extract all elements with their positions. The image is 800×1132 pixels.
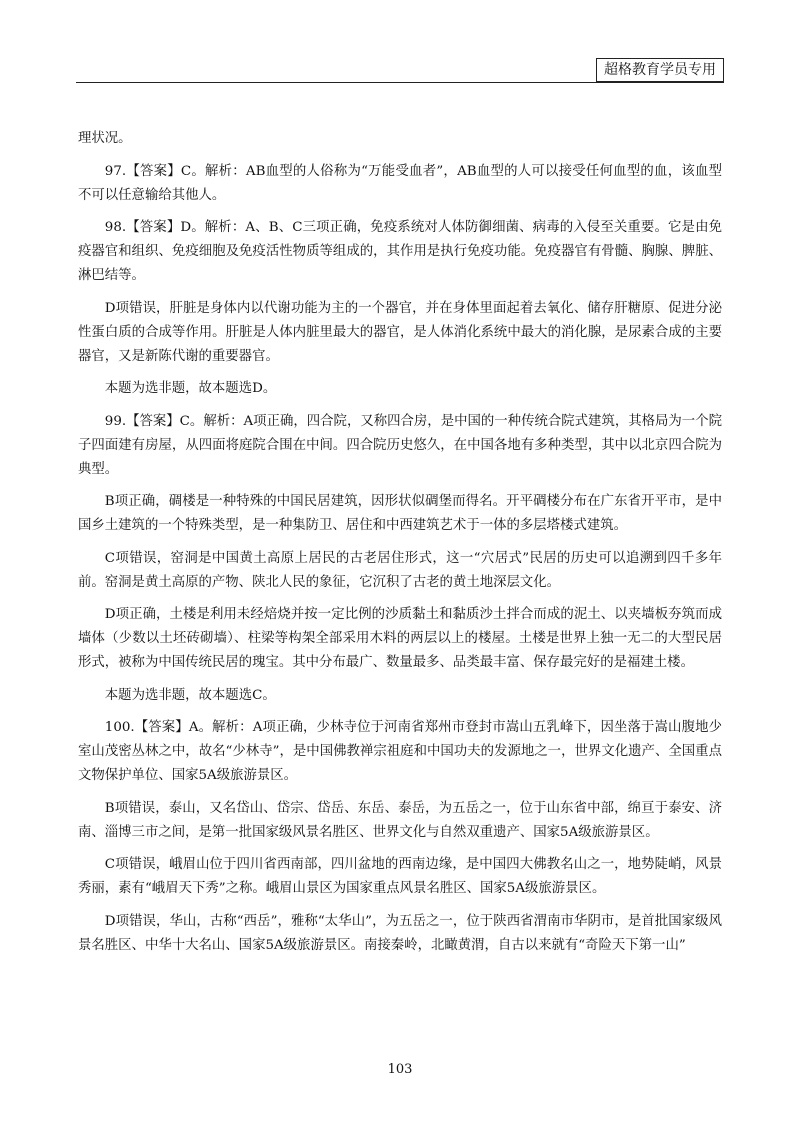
page-number: 103	[387, 1062, 413, 1077]
paragraph: 理状况。	[78, 131, 132, 146]
paragraph: 99.【答案】C。解析：A项正确，四合院，又称四合房，是中国的一种传统合院式建筑，其格局为一个院子四面建有房屋，从四面将庭院合围在中间。四合院历史悠久，在中国各地有多种类型，其中以北京四合院为典型。	[78, 413, 722, 477]
paragraph: 98.【答案】D。解析：A、B、C三项正确，免疫系统对人体防御细菌、病毒的入侵至关重要。它是由免疫器官和组织、免疫细胞及免疫活性物质等组成的，其作用是执行免疫功能。免疫器官有骨髓、胸腺、脾脏、淋巴结等。	[78, 220, 722, 283]
header-divider	[76, 82, 724, 83]
paragraph: C项错误，峨眉山位于四川省西南部，四川盆地的西南边缘，是中国四大佛教名山之一，地势陡峭，风景秀丽，素有“峨眉天下秀”之称。峨眉山景区为国家重点风景名胜区、国家5A级旅游景区。	[78, 857, 722, 896]
paragraph: B项错误，泰山，又名岱山、岱宗、岱岳、东岳、泰岳，为五岳之一，位于山东省中部，绵亘于泰安、济南、淄博三市之间，是第一批国家级风景名胜区、世界文化与自然双重遗产、国家5A级旅游景区。	[78, 800, 722, 840]
page-body	[78, 127, 722, 966]
header-label: 超格教育学员专用	[596, 58, 724, 82]
paragraph: 100.【答案】A。解析：A项正确，少林寺位于河南省郑州市登封市嵩山五乳峰下，因坐落于嵩山腹地少室山茂密丛林之中，故名“少林寺”，是中国佛教禅宗祖庭和中国功夫的发源地之一，世界文化遗产、全国重点文物保护单位、国家5A级旅游景区。	[78, 720, 722, 783]
paragraph: 97.【答案】C。解析：AB血型的人俗称为“万能受血者”，AB血型的人可以接受任何血型的血，该血型不可以任意输给其他人。	[78, 163, 722, 203]
paragraph: D项错误，肝脏是身体内以代谢功能为主的一个器官，并在身体里面起着去氧化、储存肝糖原、促进分泌性蛋白质的合成等作用。肝脏是人体内脏里最大的器官，是人体消化系统中最大的消化腺，是尿素合成的主要器官，又是新陈代谢的重要器官。	[78, 300, 722, 364]
paragraph: D项错误，华山，古称“西岳”，雅称“太华山”，为五岳之一，位于陕西省渭南市华阴市，是首批国家级风景名胜区、中华十大名山、国家5A级旅游景区。南接秦岭，北瞰黄渭，自古以来就有“奇险天下第一山”	[78, 913, 722, 953]
paragraph: 本题为选非题，故本题选D。	[104, 381, 277, 396]
paragraph: B项正确，碉楼是一种特殊的中国民居建筑，因形状似碉堡而得名。开平碉楼分布在广东省开平市，是中国乡土建筑的一个特殊类型，是一种集防卫、居住和中西建筑艺术于一体的多层塔楼式建筑。	[78, 494, 722, 533]
paragraph: C项错误，窑洞是中国黄土高原上居民的古老居住形式，这一“穴居式”民居的历史可以追溯到四千多年前。窑洞是黄土高原的产物、陕北人民的象征，它沉积了古老的黄土地深层文化。	[78, 550, 722, 590]
paragraph: 本题为选非题，故本题选C。	[104, 687, 276, 703]
paragraph: D项正确，土楼是利用未经焙烧并按一定比例的沙质黏土和黏质沙土拌合而成的泥土、以夹墙板夯筑而成墙体（少数以土坯砖砌墙）、柱梁等构架全部采用木料的两层以上的楼屋。土楼是世界上独一无二的大型民居形式，被称为中国传统民居的瑰宝。其中分布最广、数量最多、品类最丰富、保存最完好的是福建土楼。	[78, 607, 722, 670]
